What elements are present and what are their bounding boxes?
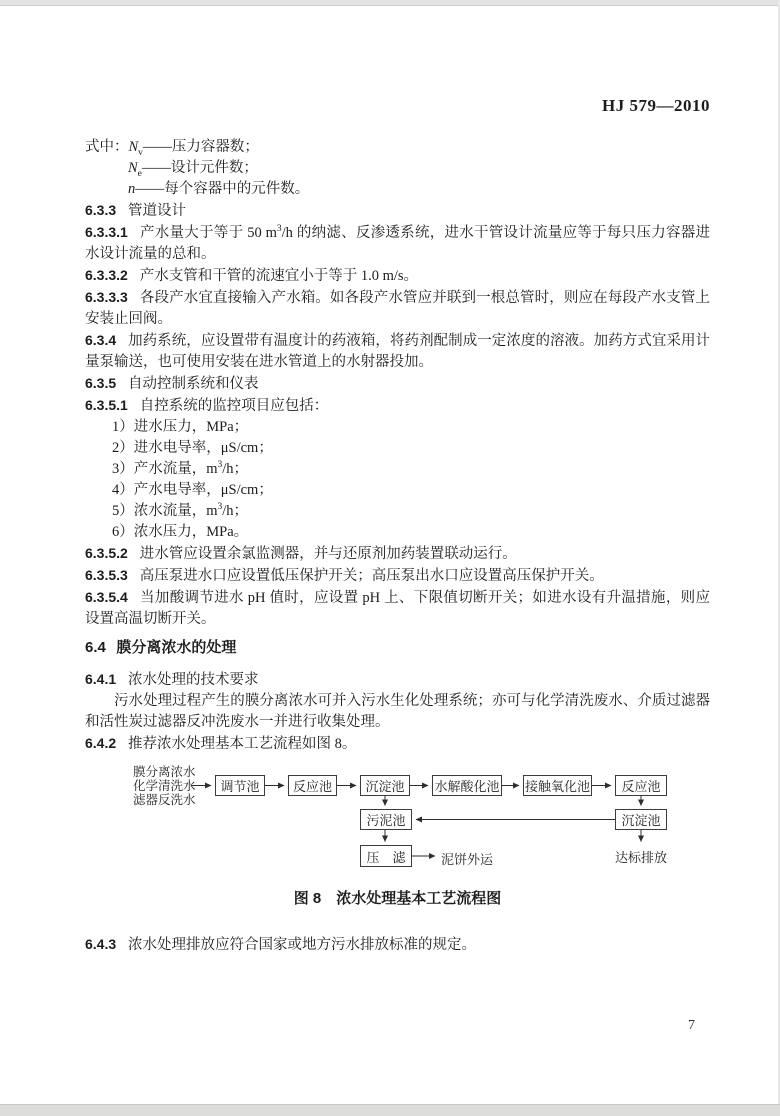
flow-output-discharge: 达标排放	[615, 850, 668, 865]
scan-edge-top	[0, 0, 780, 6]
formula-legend-line-2: $N_e——$设计元件数；	[128, 160, 258, 179]
clause-number: 6.3.3	[85, 202, 117, 218]
flow-source-line-1: 膜分离浓水	[133, 765, 196, 779]
page-content	[85, 137, 710, 956]
clause-number: 6.3.3.1	[85, 224, 128, 240]
formula-legend-line-3: n——每个容器中的元件数。	[128, 181, 310, 197]
clause-6.3.5.2: 6.3.5.2 进水管应设置余氯监测器，并与还原剂加药装置联动运行。	[85, 545, 517, 562]
clause-6.3.5: 6.3.5 自动控制系统和仪表	[85, 375, 259, 392]
clause-number: 6.3.5.3	[85, 567, 128, 583]
clause-number: 6.4.2	[85, 735, 117, 751]
body-text	[85, 137, 710, 755]
flow-node-sedimentation-tank-2: 沉淀池	[615, 809, 667, 830]
flow-node-filter-press: 压 滤	[360, 845, 412, 867]
monitor-item-6: 6）浓水压力，MPa。	[112, 524, 249, 540]
figure-8-flowchart	[85, 761, 725, 873]
clause-number: 6.3.3.3	[85, 289, 128, 305]
flow-node-sedimentation-tank-1: 沉淀池	[360, 775, 410, 796]
flow-source-streams	[133, 765, 196, 807]
clause-number: 6.3.5.4	[85, 589, 128, 605]
clause-number: 6.3.5.2	[85, 545, 128, 561]
clause-number: 6.4	[85, 639, 106, 656]
flow-node-reaction-tank-2: 反应池	[615, 775, 667, 796]
monitor-item-3: 3）产水流量，$m^3/h$；	[112, 460, 249, 477]
formula-legend-line-1: 式中：$N_v——$压力容器数；	[85, 139, 259, 158]
clause-6.4.3	[85, 934, 710, 956]
flow-output-sludge-cake: 泥饼外运	[441, 852, 494, 867]
page-number: 7	[688, 1018, 695, 1033]
doc-number-header: HJ 579—2010	[602, 96, 710, 115]
clause-6.3.3.1: 6.3.3.1 产水量大于等于 50 $m^3/h$ 的纳滤、反渗透系统，进水干管设计流量应等于每只压力容器进水设计流量的总和。	[85, 224, 710, 262]
figure-caption: 图 8 浓水处理基本工艺流程图	[293, 890, 502, 907]
monitor-item-4: 4）产水电导率，μS/cm；	[112, 482, 273, 498]
monitor-item-5: 5）浓水流量，$m^3/h$；	[112, 502, 249, 519]
clause-6.4.1: 6.4.1 浓水处理的技术要求	[85, 671, 259, 688]
monitor-item-2: 2）进水电导率，μS/cm；	[112, 440, 273, 456]
clause-6.3.4: 6.3.4 加药系统，应设置带有温度计的药液箱，将药剂配制成一定浓度的溶液。加药方式宜采用计量泵输送，也可使用安装在进水管道上的水射器投加。	[85, 332, 710, 370]
scan-edge-bottom	[0, 1104, 780, 1116]
clause-number: 6.3.3.2	[85, 267, 128, 283]
flow-node-adjust-tank: 调节池	[215, 775, 265, 796]
flow-source-line-3: 滤器反洗水	[133, 793, 196, 807]
clause-6.3.3: 6.3.3 管道设计	[85, 202, 187, 219]
clause-6.3.5.1: 6.3.5.1 自控系统的监控项目应包括：	[85, 397, 329, 414]
clause-number: 6.3.5	[85, 375, 117, 391]
clause-6.3.3.2: 6.3.3.2 产水支管和干管的流速宜小于等于 1.0 m/s。	[85, 267, 419, 284]
section-heading-6.4: 6.4 膜分离浓水的处理	[85, 639, 237, 656]
clause-6.3.5.3: 6.3.5.3 高压泵进水口应设置低压保护开关；高压泵出水口应设置高压保护开关。	[85, 567, 604, 584]
flow-node-contact-oxidation-tank: 接触氧化池	[523, 775, 592, 796]
clause-6.3.3.3: 6.3.3.3 各段产水宜直接输入产水箱。如各段产水管应并联到一根总管时，则应在每段产水支管上安装止回阀。	[85, 289, 710, 327]
clause-number: 6.4.3	[85, 936, 117, 952]
clause-text: 浓水处理排放应符合国家或地方污水排放标准的规定。	[128, 937, 477, 953]
flow-node-sludge-tank: 污泥池	[360, 809, 412, 830]
flow-node-hydrolysis-acidification-tank: 水解酸化池	[432, 775, 502, 796]
monitor-item-1: 1）进水压力，MPa；	[112, 419, 249, 435]
clause-6.3.5.4: 6.3.5.4 当加酸调节进水 pH 值时，应设置 pH 上、下限值切断开关；如进水设有升温措施，则应设置高温切断开关。	[85, 589, 710, 627]
clause-6.4.2: 6.4.2 推荐浓水处理基本工艺流程如图 8。	[85, 735, 357, 752]
clause-number: 6.3.5.1	[85, 397, 128, 413]
clause-number: 6.3.4	[85, 332, 117, 348]
concentrate-paragraph: 污水处理过程产生的膜分离浓水可并入污水生化处理系统；亦可与化学清洗废水、介质过滤器和活性炭过滤器反冲洗废水一并进行收集处理。	[85, 693, 710, 730]
flow-source-line-2: 化学清洗水	[133, 779, 196, 793]
clause-number: 6.4.1	[85, 671, 117, 687]
flow-node-reaction-tank-1: 反应池	[288, 775, 337, 796]
